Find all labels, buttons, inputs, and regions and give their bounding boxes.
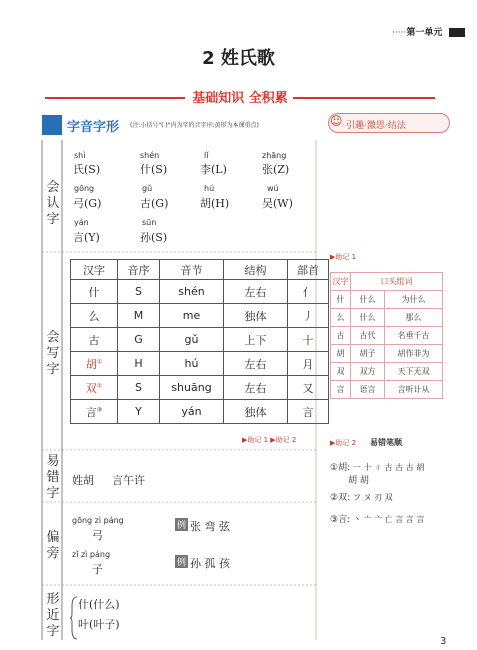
similar-label-2: 近 [46,608,60,623]
note-word-b: 为什么 [385,291,443,309]
note-word-a: 语言 [351,381,385,399]
recognize-pinyin-1: shén [140,151,160,160]
table-row [71,328,329,352]
recognize-char-0: 氏(S) [73,163,101,176]
header-radical: 部首 [288,260,329,280]
error-label-3: 字 [46,486,60,501]
row-radical: 亻 [288,280,329,304]
recognize-char-5: 古(G) [140,197,169,210]
row-structure: 独体 [224,304,288,328]
radical-label-1: 偏 [46,530,60,545]
note-1-table [330,272,443,399]
row-radical: 十 [288,328,329,352]
list-item [331,381,443,399]
row-structure: 独体 [224,400,288,424]
table-row [71,400,329,424]
write-refs[interactable]: ▶助记 1 ▶助记 2 [242,436,297,444]
row-char: 么 [71,304,118,328]
row-pinyin: hú [160,352,224,376]
recognize-label-3: 字 [46,212,60,227]
note-word-b: 那么 [385,309,443,327]
note-char: 什 [331,291,351,309]
lamp-icon: ☺ [330,114,343,128]
radical-pinyin-1: gōng zì páng [72,516,124,525]
note-char: 双 [331,363,351,381]
recognize-pinyin-9: sūn [142,218,157,227]
row-pinyin: shuāng [160,376,224,400]
table-row [71,280,329,304]
similar-item-2: 叶(叶子) [78,618,120,631]
stroke-seq-2: フ ヌ 刃 双 [352,493,393,502]
unit-label: 第一单元 [406,28,443,38]
row-structure: 左右 [224,352,288,376]
note-char: 古 [331,327,351,345]
stroke-label-3: ③言: [330,515,351,525]
table-row [71,304,329,328]
list-item [331,363,443,381]
list-item [331,327,443,345]
row-order: S [118,376,160,400]
stroke-note-1 [330,460,424,473]
recognize-label-1: 会 [46,180,60,195]
note-word-a: 什么 [351,291,385,309]
note-word-a: 古代 [351,327,385,345]
section-note: (注:小括号"( )"内为字的音字序;黄形为本课重点) [130,122,259,129]
similar-item-1: 什(什么) [78,598,120,611]
stroke-label-2: ②双: [330,493,351,503]
header-structure: 结构 [224,260,288,280]
example-tag-2: 例 [175,555,188,568]
error-label-2: 错 [46,470,60,485]
error-label [45,454,61,502]
row-pinyin: yán [160,400,224,424]
row-order: H [118,352,160,376]
unit-arrows: ····· [392,28,407,38]
row-char: 古 [71,328,118,352]
row-pinyin: me [160,304,224,328]
banner-line-right [293,97,435,99]
section-heading: 字音字形 [67,120,120,135]
note-word-b: 胡作非为 [385,345,443,363]
recognize-pinyin-6: hú [204,184,215,193]
write-table-header [71,260,329,280]
recognize-pinyin-7: wú [267,184,279,193]
list-item [331,309,443,327]
radical-glyph-2: 子 [92,563,103,576]
row-pinyin: gǔ [160,328,224,352]
header-order: 音序 [118,260,160,280]
unit-header-bar [449,28,465,37]
radical-examples-2: 孙 孤 孩 [190,557,230,570]
write-label-3: 字 [46,362,60,377]
write-label [45,330,61,378]
recognize-char-7: 吴(W) [262,197,293,210]
recognize-label [45,180,61,228]
stroke-note-2 [330,490,393,503]
row-char: 言③ [71,400,118,424]
recognize-char-6: 胡(H) [200,197,230,210]
radical-label [45,530,61,562]
recognize-pinyin-4: gōng [74,184,95,193]
row-char: 胡① [71,352,118,376]
recognize-label-2: 认 [46,196,60,211]
recognize-pinyin-8: yán [74,218,89,227]
similar-label [45,592,61,640]
row-radical: 月 [288,352,329,376]
note-header-words: 口头组词 [351,273,443,291]
error-word-2: 言午许 [112,474,145,487]
recognize-pinyin-5: gǔ [142,184,153,193]
similar-brace [70,596,78,640]
page-title: 2 姓氏歌 [202,48,275,69]
similar-label-1: 形 [46,592,60,607]
row-radical: 言 [288,400,329,424]
recognize-char-9: 孙(S) [140,231,168,244]
row-radical: 丿 [288,304,329,328]
recognize-pinyin-2: lǐ [204,151,209,160]
row-structure: 左右 [224,376,288,400]
radical-glyph-1: 弓 [92,529,103,542]
row-structure: 左右 [224,280,288,304]
row-char: 什 [71,280,118,304]
recognize-char-1: 什(S) [140,163,168,176]
recognize-char-3: 张(Z) [262,163,290,176]
note-word-b: 言听计从 [385,381,443,399]
header-char: 汉字 [71,260,118,280]
note-table-header [331,273,443,291]
stroke-label-1: ①胡: [330,463,351,473]
recognize-char-4: 弓(G) [73,197,102,210]
row-pinyin: shén [160,280,224,304]
row-radical: 又 [288,376,329,400]
row-order: Y [118,400,160,424]
row-order: G [118,328,160,352]
note-char: 言 [331,381,351,399]
row-char: 双② [71,376,118,400]
row-order: M [118,304,160,328]
recognize-pinyin-0: shì [74,151,86,160]
error-word-1: 姓胡 [72,474,94,487]
stroke-seq-1: 一 十 ㄔ 古 古 古 胡 [352,463,425,472]
radical-label-2: 旁 [46,546,60,561]
write-label-1: 会 [46,330,60,345]
section-heading-box [42,115,62,135]
list-item [331,291,443,309]
example-tag-1: 例 [175,518,188,531]
write-table [70,259,329,424]
similar-label-3: 字 [46,624,60,639]
list-item [331,345,443,363]
note-2-label: ▶助记 2 [330,439,357,447]
banner-line-left [45,97,185,99]
note-1-label: ▶助记 1 [330,253,357,261]
note-char: 胡 [331,345,351,363]
note-word-a: 双方 [351,363,385,381]
note-word-a: 什么 [351,309,385,327]
note-2-title: 易错笔顺 [370,438,402,447]
radical-examples-1: 张 弯 弦 [190,520,230,533]
page-number: 3 [440,636,447,647]
banner-text: 基础知识 全积累 [192,91,288,106]
recognize-char-2: 李(L) [200,163,227,176]
unit-header [392,25,442,38]
row-structure: 上下 [224,328,288,352]
radical-pinyin-2: zǐ zì páng [72,550,111,559]
error-label-1: 易 [46,454,60,469]
table-row [71,352,329,376]
recognize-pinyin-3: zhāng [262,151,287,160]
note-header-char: 汉字 [331,273,351,291]
table-row [71,376,329,400]
recognize-char-8: 言(Y) [73,231,100,244]
note-char: 么 [331,309,351,327]
header-pinyin: 音节 [160,260,224,280]
note-word-a: 胡子 [351,345,385,363]
stroke-seq-3: 丶 亠 亠 亡 言 言 言 [352,515,425,524]
stroke-note-3 [330,512,424,525]
row-order: S [118,280,160,304]
note-word-b: 名垂千古 [385,327,443,345]
stroke-cont-1: 胡 胡 [348,476,369,486]
note-word-b: 天下无双 [385,363,443,381]
right-panel-title: 引趣·激思·结法 [346,121,406,131]
write-label-2: 写 [46,346,60,361]
